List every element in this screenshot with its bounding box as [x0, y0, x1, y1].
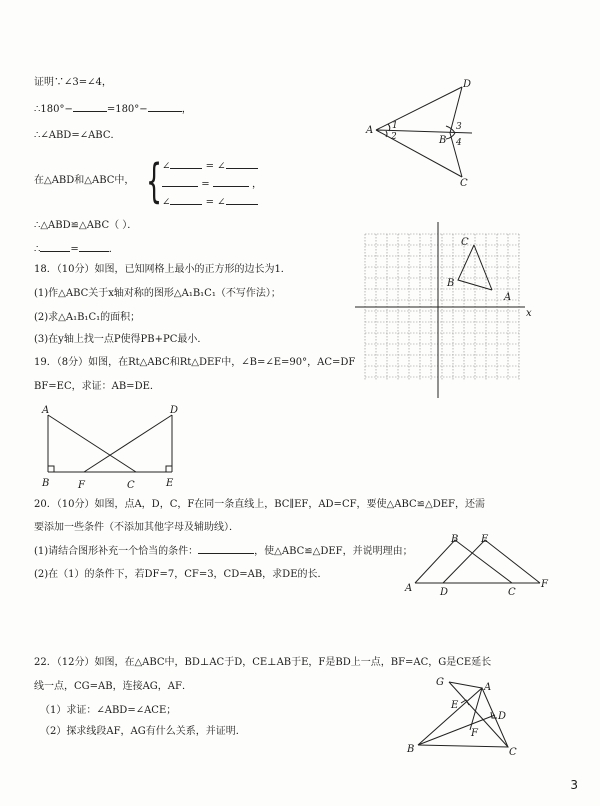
x-axis-label: x	[526, 308, 532, 319]
label-C: C	[460, 178, 468, 189]
cond-row-2: = ，	[162, 178, 262, 192]
fig20-label-F: F	[541, 579, 548, 590]
proof-line1-a: ∴180°−	[34, 104, 73, 115]
q22-line2: 线一点，CG=AB，连接AG，AF．	[34, 681, 192, 692]
angle-4: 4	[456, 138, 462, 148]
q18-part2: (2)求△A₁B₁C₁的面积；	[34, 312, 141, 323]
label-B: B	[439, 135, 447, 146]
angle-3: 3	[456, 122, 462, 132]
q22-line1: 22．（12分）如图，在△ABC中，BD⊥AC于D，CE⊥AB于E，F是BD上一点，BF=AC，G是CE延长	[34, 657, 492, 668]
fig20-label-B: B	[451, 534, 459, 545]
fig20-label-D: D	[440, 587, 449, 598]
fig22-label-D: D	[498, 711, 507, 722]
proof-line2: ∴∠ABD=∠ABC．	[34, 130, 121, 141]
fig20-label-A: A	[405, 583, 413, 594]
angle-2: 2	[391, 132, 397, 142]
q19-line1: 19．（8分）如图，在Rt△ABC和Rt△DEF中，∠B=∠E=90°，AC=DF	[34, 357, 356, 368]
fig22-label-B: B	[407, 744, 415, 755]
fig19-label-E: E	[166, 478, 174, 489]
fig19-label-F: F	[78, 480, 85, 491]
q20-line1: 20．（10分）如图，点A，D，C，F在同一条直线上，BC∥EF，AD=CF，要使△ABC≌△DEF，还需	[34, 499, 485, 510]
fig19-label-D: D	[170, 405, 179, 416]
grid-label-C: C	[461, 237, 469, 248]
fig22-label-C: C	[509, 747, 517, 758]
q18-title: 18．（10分）如图，已知网格上最小的正方形的边长为1．	[34, 264, 291, 275]
proof-line1-c: ，	[181, 104, 192, 115]
fig20-label-C: C	[508, 587, 516, 598]
grid-label-A: A	[504, 292, 512, 303]
fig22-label-F: F	[471, 728, 478, 739]
proof-start: 证明∵∠3=∠4，	[34, 77, 112, 88]
q22-part1: （1）求证：∠ABD=∠ACE；	[40, 705, 177, 716]
left-brace: {	[146, 154, 163, 208]
q22-part2: （2）探求线段AF，AG有什么关系，并证明．	[40, 726, 246, 737]
fig19-label-A: A	[42, 405, 50, 416]
fig22-label-G: G	[436, 677, 444, 688]
q20-line2: 要添加一些条件（不添加其他字母及辅助线）．	[34, 522, 239, 533]
proof-line1-b: =180°−	[106, 104, 148, 115]
q20-part1: (1)请结合图形补充一个恰当的条件： ，使△ABC≌△DEF，并说明理由；	[34, 546, 413, 557]
conclusion-2: ∴ = ．	[34, 244, 119, 255]
cond-row-1: ∠ = ∠	[162, 160, 258, 174]
q18-part1: (1)作△ABC关于x轴对称的图形△A₁B₁C₁（不写作法）；	[34, 288, 281, 299]
label-D: D	[463, 79, 472, 90]
q19-line2: BF=EC，求证：AB=DE．	[34, 381, 160, 392]
fig20-label-E: E	[481, 534, 489, 545]
fig22-label-A: A	[484, 682, 492, 693]
triangle-intro: 在△ABD和△ABC中，	[34, 175, 135, 186]
q20-part2: (2)在（1）的条件下，若DF=7，CF=3，CD=AB，求DE的长．	[34, 569, 328, 580]
fig22-label-E: E	[451, 700, 459, 711]
q18-part3: (3)在y轴上找一点P使得PB+PC最小．	[34, 334, 208, 345]
label-A: A	[366, 125, 374, 136]
grid-label-B: B	[447, 278, 455, 289]
conclusion-1: ∴△ABD≌△ABC（ ）．	[34, 220, 138, 231]
fig19-label-B: B	[42, 478, 50, 489]
fig19-label-C: C	[127, 480, 135, 491]
cond-row-3: ∠ = ∠	[162, 196, 258, 210]
page-number: 3	[570, 778, 578, 792]
angle-1: 1	[392, 121, 398, 131]
